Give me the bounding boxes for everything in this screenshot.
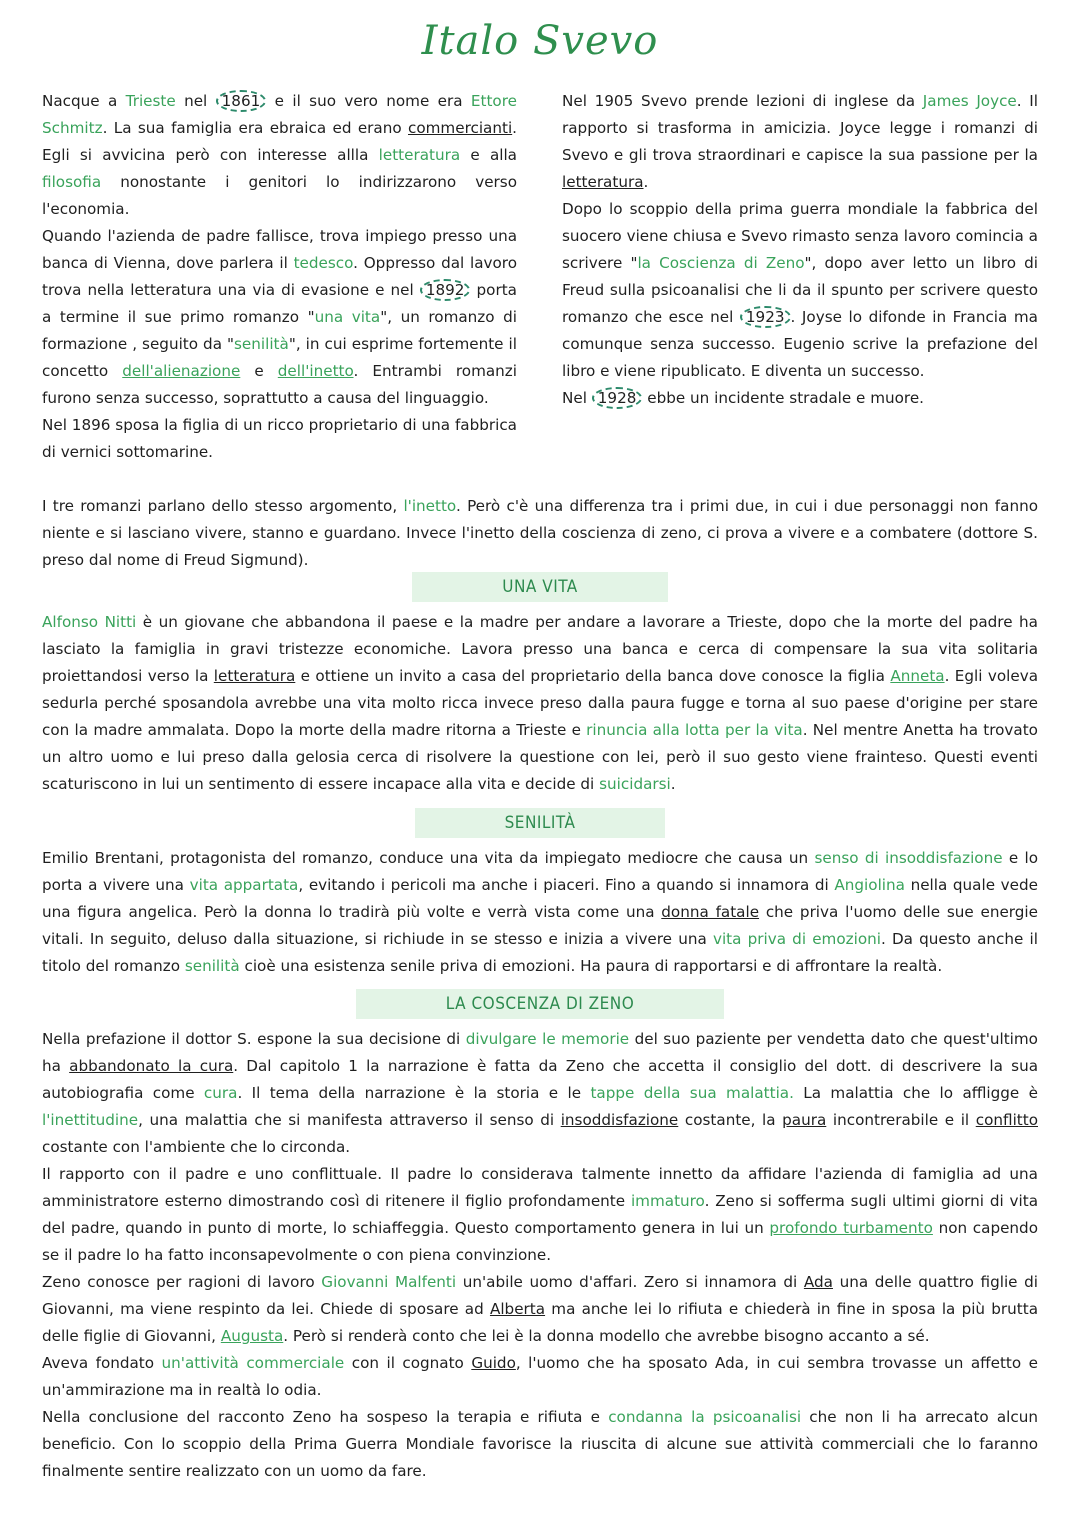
page-title: Italo Svevo — [421, 18, 659, 64]
section-heading-una-vita: UNA VITA — [0, 572, 1080, 602]
paragraph: Nacque a Trieste nel 1861 e il suo vero nome era Ettore Schmitz. La sua famiglia era ebraica ed erano commercianti. Egli si avvicina però con interesse allla letteratura e alla filosofia nonostante i genitori lo indirizzarono verso l'economia. — [42, 92, 517, 218]
paragraph: Zeno conosce per ragioni di lavoro Giovanni Malfenti un'abile uomo d'affari. Zero si innamora di Ada una delle quattro figlie di Giovanni, ma viene respinto da lei. Chiede di sposare ad Alberta ma anche lei lo rifiuta e chiederà in fine in sposa la più brutta delle figlie di Giovanni, Augusta. Però si renderà conto che lei è la donna modello che avrebbe bisogno accanto a sé. — [42, 1273, 1039, 1345]
year-circle: 1923 — [740, 306, 791, 328]
right-column — [562, 88, 1038, 412]
section-heading-zeno: LA COSCENZA DI ZENO — [0, 989, 1080, 1019]
paragraph: Nel 1896 sposa la figlia di un ricco proprietario di una fabbrica di vernici sottomarine. — [42, 416, 517, 461]
year-circle: 1928 — [592, 387, 643, 409]
section-heading-senilita: SENILITÀ — [0, 808, 1080, 838]
paragraph: Aveva fondato un'attività commerciale con il cognato Guido, l'uomo che ha sposato Ada, in cui sembra trovasse un affetto e un'ammirazione ma in realtà lo odia. — [42, 1354, 1038, 1399]
paragraph: Nel 1928 ebbe un incidente stradale e muore. — [562, 389, 924, 407]
senilita-text: Emilio Brentani, protagonista del romanzo, conduce una vita da impiegato mediocre che causa un senso di insoddisfazione e lo porta a vivere una vita appartata, evitando i pericoli ma anche i piaceri. Fino a quando si innamora di Angiolina nella quale vede una figura angelica. Però la donna lo tradirà più volte e verrà vista come una donna fatale che priva l'uomo delle sue energie vitali. In seguito, deluso dalla situazione, si richiude in se stesso e inizia a vivere una vita priva di emozioni. Da questo anche il titolo del romanzo senilità cioè una esistenza senile priva di emozioni. Ha paura di rapportarsi e di affrontare la realtà. — [42, 849, 1038, 975]
paragraph: Nella prefazione il dottor S. espone la sua decisione di divulgare le memorie del suo paziente per vendetta dato che quest'ultimo ha abbandonato la cura. Dal capitolo 1 la narrazione è fatta da Zeno che accetta il consiglio del dott. di descrivere la sua autobiografia come cura. Il tema della narrazione è la storia e le tappe della sua malattia. La malattia che lo affligge è l'inettitudine, una malattia che si manifesta attraverso il senso di insoddisfazione costante, la paura incontrerabile e il conflitto costante con l'ambiente che lo circonda. — [42, 1030, 1039, 1156]
left-column — [42, 88, 517, 466]
paragraph: Il rapporto con il padre e uno conflittuale. Il padre lo considerava talmente innetto da affidare l'azienda di famiglia ad una amministratore esterno dimostrando così di ritenere il figlio profondamente immaturo. Zeno si sofferma sugli ultimi giorni di vita del padre, quando in punto di morte, lo schiaffeggia. Questo comportamento genera in lui un profondo turbamento non capendo se il padre lo ha fatto inconsapevolmente o con piena convinzione. — [42, 1165, 1038, 1264]
year-circle: 1861 — [216, 90, 267, 112]
intro-paragraph: I tre romanzi parlano dello stesso argomento, l'inetto. Però c'è una differenza tra i primi due, in cui i due personaggi non fanno niente e si lasciano vivere, stanno e guardano. Invece l'inetto della coscienza di zeno, ci prova a vivere e a combatere (dottore S. preso dal nome di Freud Sigmund). — [42, 497, 1039, 569]
year-circle: 1892 — [420, 279, 471, 301]
paragraph: Quando l'azienda de padre fallisce, trova impiego presso una banca di Vienna, dove parlera il tedesco. Oppresso dal lavoro trova nella letteratura una via di evasione e nel 1892 porta a termine il sue primo romanzo "una vita", un romanzo di formazione , seguito da "senilità", in cui esprime fortemente il concetto dell'alienazione e dell'inetto. Entrambi romanzi furono senza successo, soprattutto a causa del linguaggio. — [42, 227, 517, 407]
paragraph: Dopo lo scoppio della prima guerra mondiale la fabbrica del suocero viene chiusa e Svevo rimasto senza lavoro comincia a scrivere "la Coscienza di Zeno", dopo aver letto un libro di Freud sulla psicoanalisi che li da il spunto per scrivere questo romanzo che esce nel 1923 . Joyse lo difonde in Francia ma comunque senza successo. Eugenio scrive la prefazione del libro e viene ripublicato. E diventa un successo. — [562, 200, 1038, 380]
una-vita-text: Alfonso Nitti è un giovane che abbandona il paese e la madre per andare a lavorare a Trieste, dopo che la morte del padre ha lasciato la famiglia in gravi tristezze economiche. Lavora presso una banca e cerca di compensare la sua vita solitaria proiettandosi verso la letteratura e ottiene un invito a casa del proprietario della banca dove conosce la figlia Anneta. Egli voleva sedurla perché sposandola avrebbe una vita molto ricca invece preso dalla paura fugge e torna al suo paese d'origine per stare con la madre ammalata. Dopo la morte della madre ritorna a Trieste e rinuncia alla lotta per la vita. Nel mentre Anetta ha trovato un altro uomo e lui preso dalla gelosia cerca di risolvere la questione con lei, però il suo gesto viene frainteso. Questi eventi scaturiscono in lui un sentimento di essere incapace alla vita e decide di suicidarsi. — [42, 613, 1038, 793]
zeno-text — [42, 1026, 1038, 1485]
paragraph: Nella conclusione del racconto Zeno ha sospeso la terapia e rifiuta e condanna la psicoanalisi che non li ha arrecato alcun beneficio. Con lo scoppio della Prima Guerra Mondiale favorisce la riuscita di alcune sue attività commerciali che lo faranno finalmente sentire realizzato con un uomo da fare. — [42, 1408, 1038, 1480]
paragraph: Nel 1905 Svevo prende lezioni di inglese da James Joyce. Il rapporto si trasforma in amicizia. Joyce legge i romanzi di Svevo e gli trova straordinari e capisce la sua passione per la letteratura. — [562, 92, 1038, 191]
